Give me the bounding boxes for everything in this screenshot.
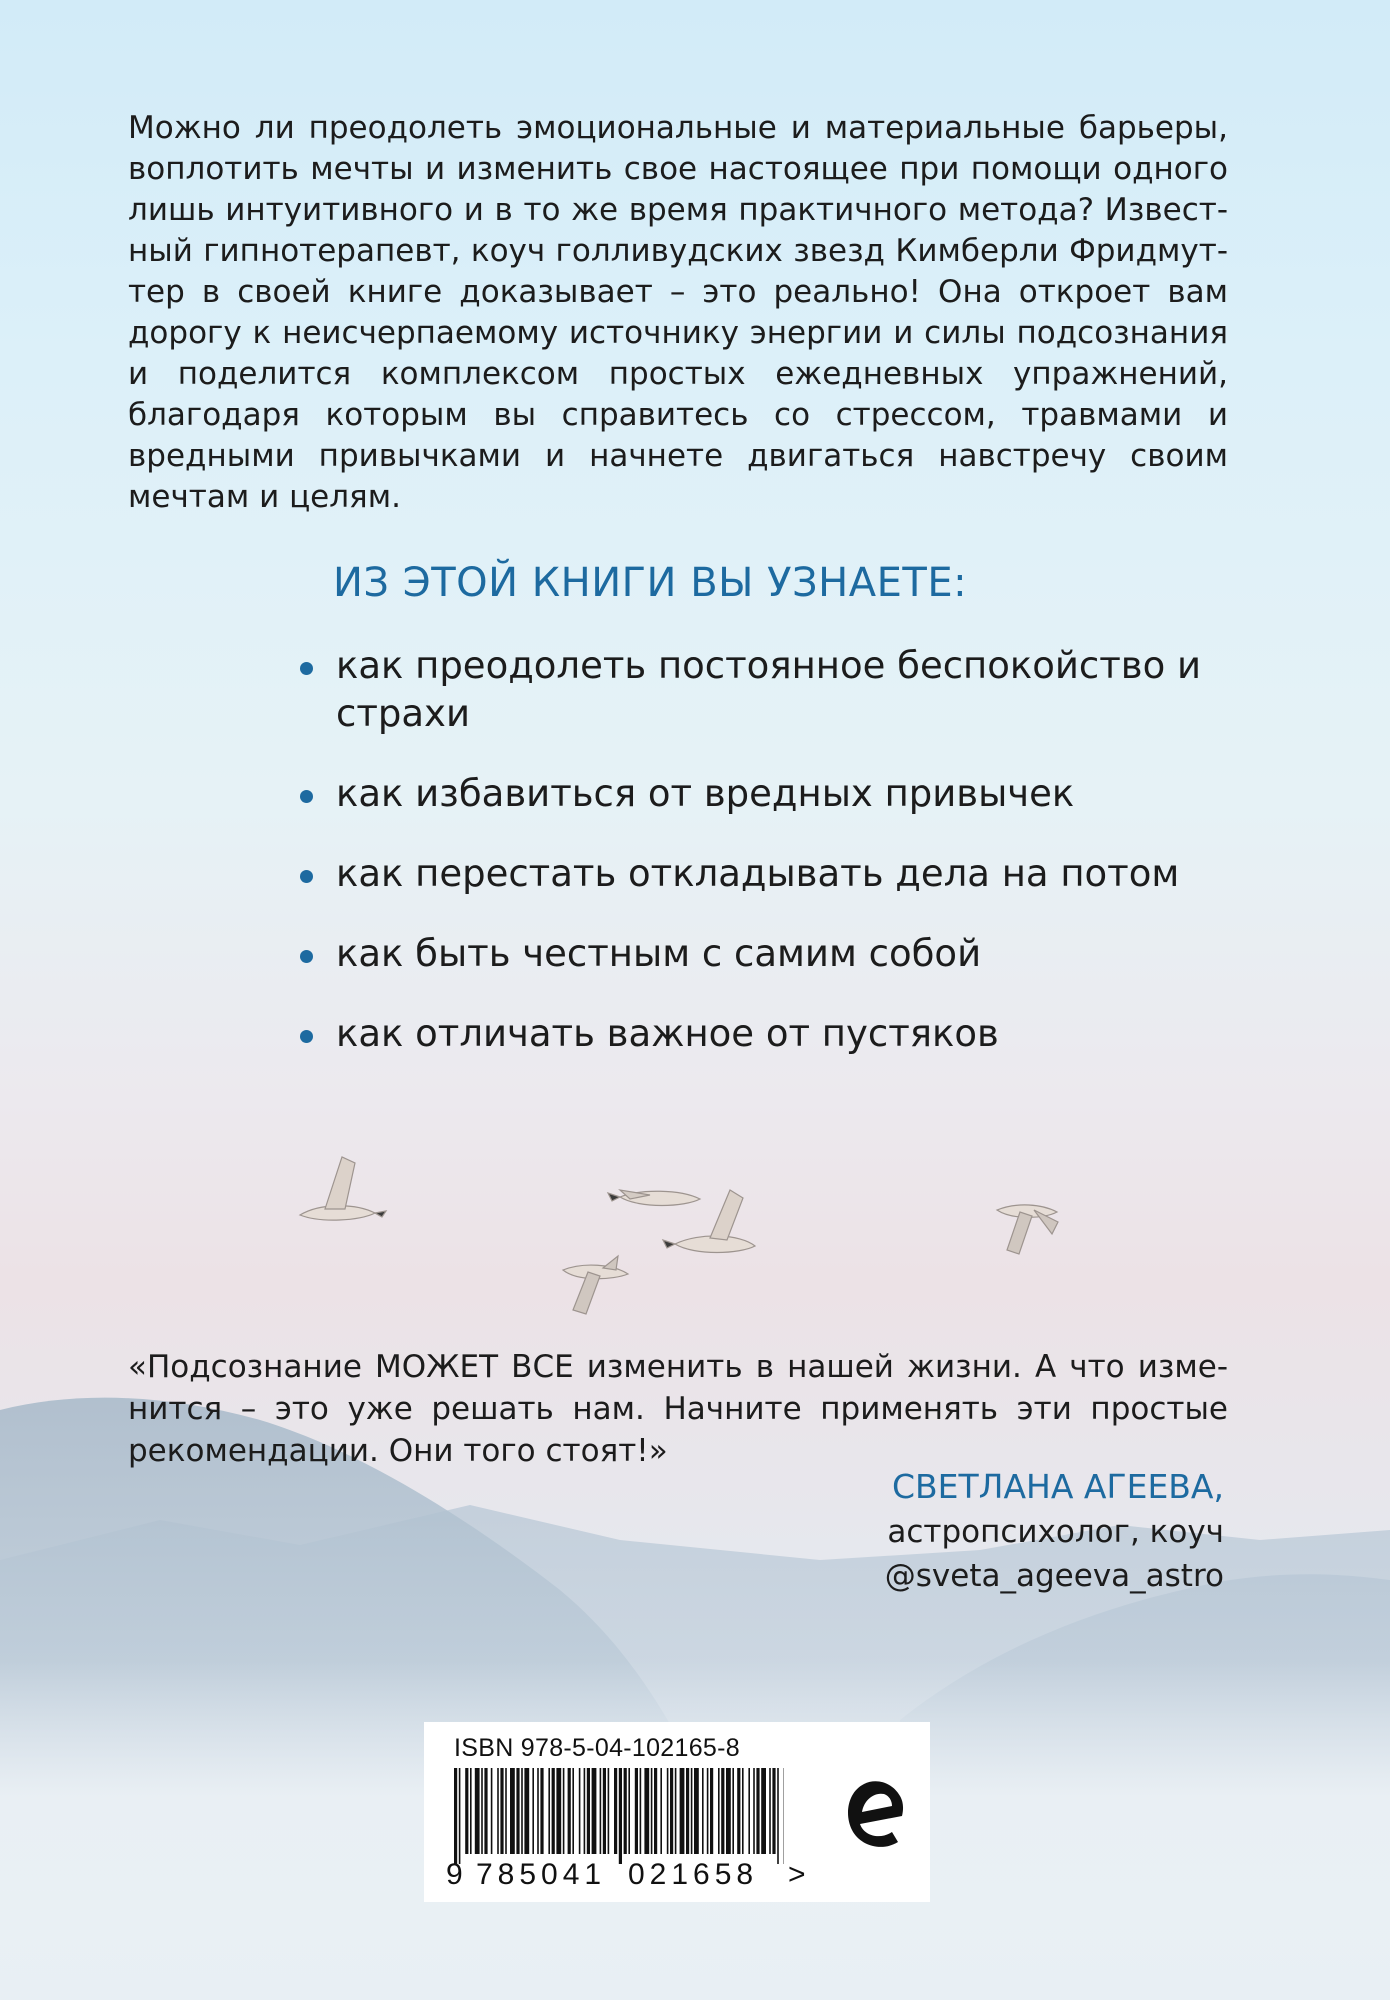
barcode-bar bbox=[552, 1768, 555, 1854]
bullet-icon bbox=[300, 950, 313, 963]
barcode-digits-right: 021658 bbox=[628, 1858, 759, 1891]
barcode-bar bbox=[465, 1768, 468, 1854]
list-item-text: как избавиться от вредных привычек bbox=[336, 772, 1075, 815]
barcode-bar bbox=[726, 1768, 731, 1854]
flying-geese-illustration bbox=[300, 1157, 1058, 1314]
eksmo-e-logo-icon bbox=[840, 1776, 910, 1852]
barcode-bar bbox=[742, 1768, 744, 1854]
barcode-bar bbox=[694, 1768, 699, 1854]
goose-2 bbox=[608, 1190, 700, 1206]
barcode-bar bbox=[680, 1768, 685, 1854]
barcode-digits-left: 785041 bbox=[476, 1858, 607, 1891]
barcode-bar bbox=[670, 1768, 673, 1854]
barcode-bar bbox=[584, 1768, 586, 1854]
book-description: Можно ли преодолеть эмоциональные и материальные барьеры, воплотить мечты и изменить свое настоящее при помощи одного лишь интуитивного и в то же время практичного метода? Известный гипнотерапевт, коуч голливудских звезд Кимберли Фридмуттер в своей книге доказывает – это реально! Она откроет вам дорогу к неисчерпаемому источнику энергии и силы подсознания и поделится комплексом простых ежедневных упражнений, благодаря которым вы справитесь со стрессом, травмами и вредными привычками и начнете двигаться навстречу своим мечтам и целям. bbox=[128, 110, 1228, 515]
list-item-text: как преодолеть постоянное беспокойство и страхи bbox=[336, 644, 1202, 735]
barcode-bar bbox=[505, 1768, 507, 1854]
barcode-bar bbox=[475, 1768, 480, 1854]
barcode-bar bbox=[587, 1768, 590, 1854]
bullet-icon bbox=[300, 1030, 313, 1043]
goose-4 bbox=[563, 1256, 628, 1314]
barcode-bar bbox=[772, 1768, 775, 1854]
barcode-bar bbox=[548, 1768, 550, 1854]
barcode-bar bbox=[635, 1768, 638, 1854]
testimonial-quote: «Подсознание МОЖЕТ ВСЕ изменить в нашей жизни. А что изменится – это уже решать нам. Начните применять эти простые рекомендации. Они того стоят!» bbox=[128, 1349, 1228, 1469]
quote-author-role: астропсихолог, коуч bbox=[887, 1514, 1224, 1550]
barcode-bar bbox=[686, 1768, 689, 1854]
list-item-text: как отличать важное от пустяков bbox=[336, 1012, 999, 1055]
barcode-bar bbox=[572, 1768, 574, 1854]
quote-author-handle: @sveta_ageeva_astro bbox=[884, 1558, 1224, 1594]
barcode-bar bbox=[707, 1768, 709, 1854]
barcode-bar bbox=[761, 1768, 766, 1854]
barcode-bar bbox=[524, 1768, 529, 1854]
barcode-bar bbox=[691, 1768, 693, 1854]
barcode-bar bbox=[748, 1768, 750, 1854]
barcode-bar bbox=[769, 1768, 771, 1854]
barcode-lead-digit: 9 bbox=[446, 1858, 463, 1891]
barcode-bar bbox=[732, 1768, 734, 1854]
barcode-bar bbox=[500, 1768, 503, 1854]
list-item bbox=[300, 930, 1260, 978]
barcode-bar bbox=[644, 1768, 649, 1854]
bullet-icon bbox=[300, 870, 313, 883]
barcode-bar bbox=[532, 1768, 534, 1854]
barcode-bar bbox=[497, 1768, 499, 1854]
quote-attribution bbox=[885, 1464, 1224, 1598]
barcode-bar bbox=[568, 1768, 571, 1854]
barcode-bar bbox=[470, 1768, 472, 1854]
barcode-bar bbox=[537, 1768, 539, 1854]
barcode-bar bbox=[651, 1768, 653, 1854]
barcode-bar bbox=[702, 1768, 704, 1854]
barcode-bar bbox=[777, 1768, 779, 1864]
barcode-bar bbox=[516, 1768, 519, 1854]
barcode-bar bbox=[667, 1768, 669, 1854]
barcode-bar bbox=[628, 1768, 630, 1854]
list-item bbox=[300, 770, 1260, 818]
barcode-bar bbox=[481, 1768, 483, 1854]
barcode-bar bbox=[660, 1768, 662, 1854]
barcode-bar bbox=[608, 1768, 610, 1854]
list-item-text: как перестать откладывать дела на потом bbox=[336, 852, 1180, 895]
goose-1 bbox=[300, 1157, 386, 1220]
barcode-bar bbox=[540, 1768, 543, 1854]
barcode-bar bbox=[710, 1768, 713, 1854]
barcode-bar bbox=[454, 1768, 457, 1864]
list-item-text: как быть честным с самим собой bbox=[336, 932, 982, 975]
barcode-bar bbox=[484, 1768, 487, 1854]
barcode-bar bbox=[737, 1768, 740, 1854]
barcode-bar bbox=[521, 1768, 523, 1854]
barcode-bar bbox=[718, 1768, 720, 1854]
barcode-icon bbox=[454, 1768, 784, 1864]
barcode-bar bbox=[510, 1768, 515, 1854]
barcode-end-mark: > bbox=[788, 1858, 806, 1891]
barcode-bar bbox=[491, 1768, 493, 1854]
bullet-icon bbox=[300, 790, 313, 803]
quote-author: СВЕТЛАНА АГЕЕВА, bbox=[891, 1467, 1224, 1506]
learn-list bbox=[300, 642, 1260, 1090]
barcode-bar bbox=[556, 1768, 561, 1854]
barcode-bar bbox=[592, 1768, 597, 1854]
barcode-bar bbox=[640, 1768, 642, 1854]
barcode-bar bbox=[579, 1768, 581, 1854]
barcode-bar bbox=[756, 1768, 759, 1854]
barcode-bar bbox=[675, 1768, 677, 1854]
list-item bbox=[300, 850, 1260, 898]
barcode-bar bbox=[563, 1768, 565, 1854]
barcode-bar bbox=[619, 1768, 622, 1864]
list-item bbox=[300, 642, 1260, 738]
barcode-bar bbox=[614, 1768, 617, 1854]
barcode-bar bbox=[624, 1768, 627, 1854]
barcode-bar bbox=[459, 1768, 461, 1864]
isbn-number: ISBN 978-5-04-102165-8 bbox=[454, 1734, 740, 1762]
section-heading: ИЗ ЭТОЙ КНИГИ ВЫ УЗНАЕТЕ: bbox=[333, 560, 968, 606]
list-item bbox=[300, 1010, 1260, 1058]
barcode-bar bbox=[600, 1768, 602, 1854]
barcode-bar bbox=[721, 1768, 724, 1854]
barcode-bar bbox=[654, 1768, 657, 1854]
barcode-bar bbox=[753, 1768, 755, 1854]
goose-5 bbox=[997, 1205, 1058, 1254]
barcode-bar bbox=[603, 1768, 606, 1854]
bullet-icon bbox=[300, 662, 313, 675]
